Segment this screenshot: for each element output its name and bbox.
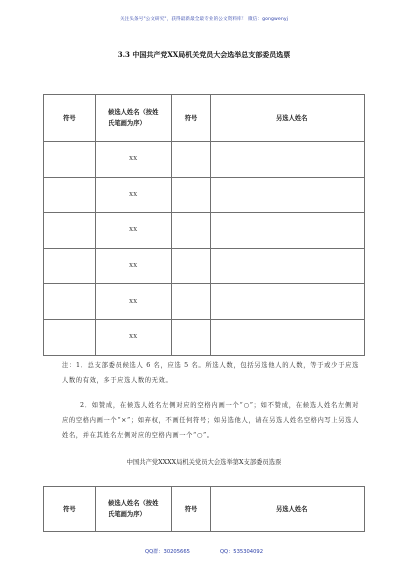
header-candidate-name xyxy=(95,487,171,532)
note-paragraph-1: 注：1．总支部委员候选人 6 名，应选 5 名。所选人数，包括另选他人的人数，等于或少于应选人数的有效，多于应选人数的无效。 xyxy=(62,362,359,384)
symbol-cell-2[interactable] xyxy=(171,177,211,213)
other-name-cell[interactable] xyxy=(211,248,365,284)
header-candidate-line1: 候选人姓名（按姓 xyxy=(108,109,159,116)
symbol-cell[interactable] xyxy=(44,319,96,355)
symbol-cell-2[interactable] xyxy=(171,142,211,178)
table-row xyxy=(44,319,365,355)
table-row xyxy=(44,142,365,178)
footer-qq-group: QQ群：30205665 xyxy=(144,549,190,555)
candidate-name-cell: XX xyxy=(95,142,171,178)
other-name-cell[interactable] xyxy=(211,177,365,213)
header-watermark-note: 关注头条号"公文研究"，获得最新最全最专业的公文资料库！ 微信：gongwenyj xyxy=(119,17,289,22)
symbol-cell[interactable] xyxy=(44,177,96,213)
table-row xyxy=(44,284,365,320)
table-row xyxy=(44,213,365,249)
candidate-name-cell: XX xyxy=(95,319,171,355)
table-row xyxy=(44,177,365,213)
symbol-cell[interactable] xyxy=(44,213,96,249)
symbol-cell-2[interactable] xyxy=(171,284,211,320)
ballot-table-main xyxy=(43,94,365,356)
symbol-cell[interactable] xyxy=(44,248,96,284)
document-title: 3.3 中国共产党XX局机关党员大会选举总支部委员选票 xyxy=(117,50,291,59)
header-other-candidate: 另选人姓名 xyxy=(211,487,365,532)
header-symbol-2: 符号 xyxy=(171,95,211,142)
candidate-name-cell: XX xyxy=(95,248,171,284)
table-header-row xyxy=(44,95,365,142)
header-symbol: 符号 xyxy=(44,487,96,532)
note-paragraph-2: 2．如赞成，在候选人姓名左侧对应的空格内画一个“○”；如不赞成，在候选人姓名左侧对应的空格内画一个“×”；如弃权，不画任何符号；如另选他人，请在另选人姓名空格内写上另选人姓名，并在其姓名左侧对应的空格内画一个“○”。 xyxy=(62,402,359,439)
other-name-cell[interactable] xyxy=(211,284,365,320)
header-candidate-line2: 氏笔画为序） xyxy=(108,511,146,518)
symbol-cell-2[interactable] xyxy=(171,213,211,249)
candidate-name-cell: XX xyxy=(95,177,171,213)
header-other-candidate: 另选人姓名 xyxy=(211,95,365,142)
header-symbol: 符号 xyxy=(44,95,96,142)
header-candidate-line2: 氏笔画为序） xyxy=(108,120,146,127)
header-symbol-2: 符号 xyxy=(171,487,211,532)
footer-contact xyxy=(0,548,408,555)
ballot-table-branch xyxy=(43,486,365,532)
header-candidate-line1: 候选人姓名（按姓 xyxy=(108,500,159,507)
footer-qq-number: QQ：535304092 xyxy=(219,549,263,555)
candidate-name-cell: XX xyxy=(95,213,171,249)
table-header-row xyxy=(44,487,365,532)
second-ballot-title: 中国共产党XXXX局机关党员大会选举第X支部委员选票 xyxy=(126,459,282,466)
other-name-cell[interactable] xyxy=(211,319,365,355)
candidate-name-cell: XX xyxy=(95,284,171,320)
header-candidate-name xyxy=(95,95,171,142)
symbol-cell[interactable] xyxy=(44,284,96,320)
other-name-cell[interactable] xyxy=(211,213,365,249)
symbol-cell-2[interactable] xyxy=(171,319,211,355)
table-row xyxy=(44,248,365,284)
symbol-cell-2[interactable] xyxy=(171,248,211,284)
symbol-cell[interactable] xyxy=(44,142,96,178)
other-name-cell[interactable] xyxy=(211,142,365,178)
